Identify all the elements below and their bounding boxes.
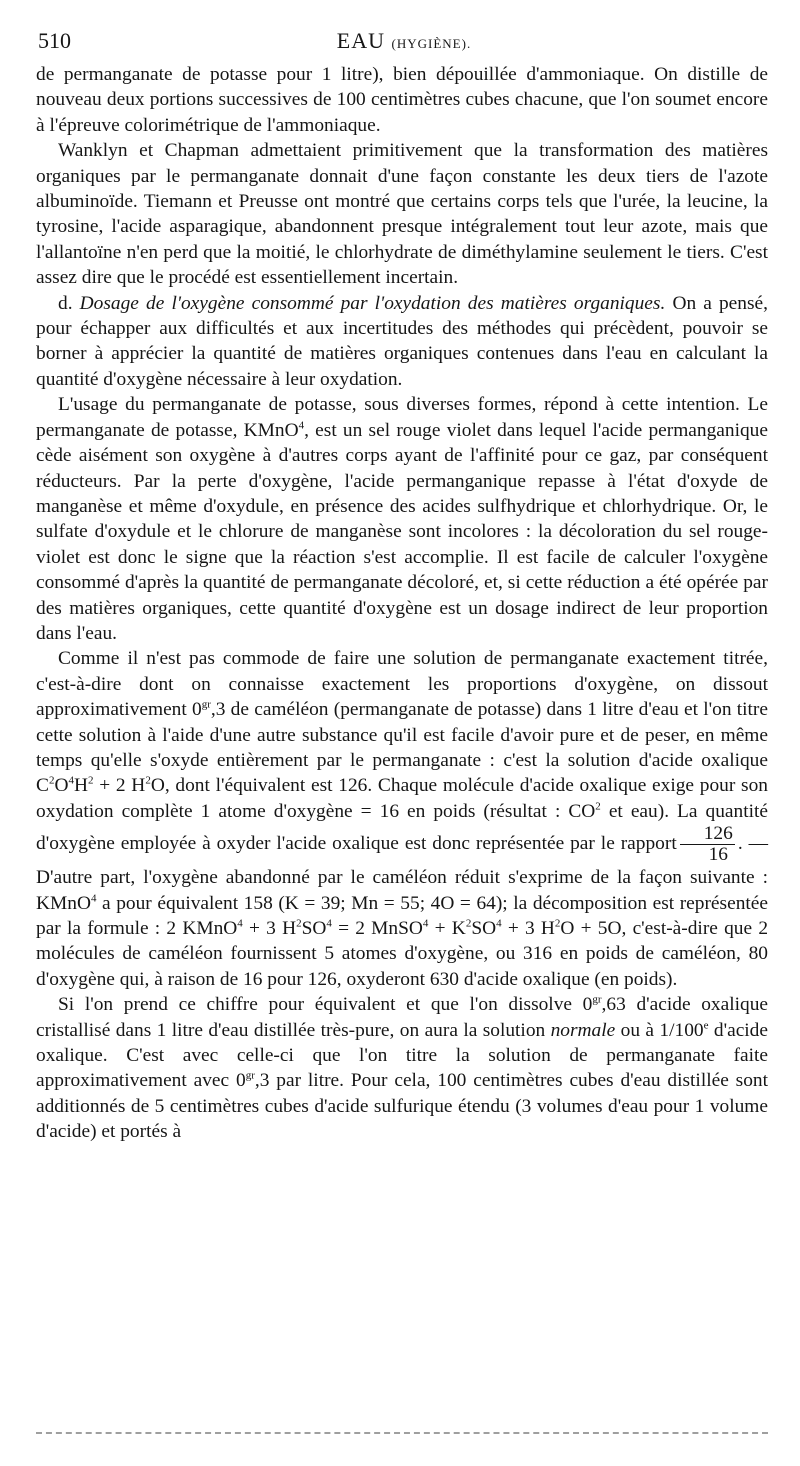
body-text: [36, 62, 768, 1145]
superscript: 4: [237, 917, 243, 930]
paragraph-1-text: de permanganate de potasse pour 1 litre), bien dépouillée d'ammoniaque. On distille de nouveau deux portions successives de 100 centimètres cubes chacune, que l'on soumet encore à l'épreuve colorimétrique de l'ammoniaque.: [36, 64, 768, 136]
text-run: Si l'on prend ce chiffre pour équivalent et que l'on dissolve 0: [58, 994, 593, 1016]
text-run: Comme il n'est pas commode de faire une solution de permanganate exactement titrée, c'est-à-dire dont on connaisse exactement les proportions d'oxygène, on dissout approximativement 0: [36, 648, 768, 721]
running-title-main: EAU: [336, 28, 386, 53]
running-title-sub: (HYGIÈNE).: [391, 36, 472, 51]
text-run: ,3 par litre. Pour cela, 100 centimètres cubes d'eau distillée sont additionnés de 5 centimètres cubes d'acide sulfurique étendu (3 volumes d'eau pour 1 volume d'acide) et portés à: [36, 1070, 768, 1143]
superscript: e: [703, 1019, 709, 1032]
superscript: gr: [592, 993, 602, 1006]
superscript: 2: [87, 774, 94, 787]
text-run: L'usage du permanganate de potasse, sous diverses formes, répond à cette intention. Le permanganate de potasse, KMnO: [36, 394, 768, 441]
text-run: + 3 H: [501, 918, 555, 939]
text-run: . — D'autre part, l'oxygène abandonné par le caméléon réduit s'exprime de la façon suivante : KMnO: [36, 833, 768, 914]
section-heading: Dosage de l'oxygène consommé par l'oxydation des matières organiques.: [79, 292, 666, 314]
superscript: gr: [201, 698, 211, 711]
text-run: + 2 H: [93, 775, 146, 797]
paragraph-2: [36, 138, 768, 290]
text-run: a pour équivalent 158 (K = 39; Mn = 55; 4O = 64); la décomposition est représentée par la formule : 2 KMnO: [36, 892, 768, 939]
paragraph-3: [36, 291, 768, 393]
text-run: O + 5O, c'est-à-dire que 2 molécules de caméléon fournissent 5 atomes d'oxygène, ou 316 en poids de caméléon, 80 d'oxygène qui, à raison de 16 pour 126, oxyderont 630 d'acide oxalique (en poids).: [36, 918, 769, 990]
superscript: 4: [496, 917, 502, 930]
paragraph-2-text: Wanklyn et Chapman admettaient primitivement que la transformation des matières organiques par le permanganate donnait d'une façon constante les deux tiers de l'azote albuminoïde. Tiemann et Preusse ont montré que certains corps tels que l'urée, la leucine, la tyrosine, l'acide asparagique, abandonnent presque intégralement tout leur azote, mais que l'allantoïne n'en perd que la moitié, le chlorhydrate de diméthylamine seulement le tiers. C'est assez dire que le procédé est essentiellement incertain.: [36, 140, 768, 289]
fraction-numerator: 126: [680, 824, 735, 845]
footer-dashed-rule: [36, 1432, 768, 1434]
superscript: 4: [90, 892, 97, 905]
running-title: [38, 28, 770, 54]
superscript: 2: [296, 917, 302, 930]
text-run: = 2 MnSO: [331, 918, 423, 939]
text-run: O: [54, 775, 69, 797]
paragraph-3-text: On a pensé, pour échapper aux difficultés et aux incertitudes des méthodes qui précèdent, pouvoir se borner à apprécier la quantité de matières organiques contenues dans l'eau en calculant la quantité d'oxygène nécessaire à leur oxydation.: [36, 292, 768, 390]
text-run: ,63 d'acide oxalique cristallisé dans 1 litre d'eau distillée très-pure, on aura la solution: [36, 994, 768, 1041]
superscript: 4: [326, 917, 332, 930]
superscript: gr: [245, 1069, 255, 1082]
superscript: 2: [595, 800, 601, 813]
paragraph-4: [36, 392, 768, 646]
italic-term: normale: [550, 1019, 616, 1041]
text-run: ,3 de caméléon (permanganate de potasse) dans 1 litre d'eau et l'on titre cette solution à l'aide d'une autre substance qu'il est facile d'avoir pure et de peser, en même temps qu'elle s'oxyde entièrement par le permanganate : c'est la solution d'acide oxalique C: [36, 699, 768, 797]
text-run: + K: [428, 918, 466, 939]
running-header: [38, 28, 770, 62]
fraction: [680, 824, 735, 865]
text-run: d'acide oxalique. C'est avec celle-ci que l'on titre la solution de permanganate faite approximativement avec 0: [36, 1019, 768, 1092]
paragraph-1: [36, 62, 768, 138]
text-run: O, dont l'équivalent est 126. Chaque molécule d'acide oxalique exige pour son oxydation complète 1 atome d'oxygène = 16 en poids (résultat : CO: [36, 775, 768, 822]
text-run: SO: [301, 918, 327, 939]
superscript: 4: [68, 774, 74, 787]
text-run: H: [73, 775, 88, 797]
paragraph-5: [36, 646, 768, 992]
superscript: 4: [422, 917, 429, 930]
text-run: SO: [471, 918, 497, 939]
paragraph-6: [36, 992, 768, 1144]
superscript: 2: [48, 774, 55, 787]
superscript: 2: [465, 917, 472, 930]
superscript: 2: [554, 917, 561, 930]
section-label: d.: [58, 292, 73, 314]
superscript: 4: [298, 419, 305, 432]
text-run: + 3 H: [242, 918, 297, 939]
text-run: et eau). La quantité d'oxygène employée à oxyder l'acide oxalique est donc représentée par le rapport: [36, 800, 768, 855]
fraction-denominator: 16: [708, 844, 728, 866]
text-run: ou à 1/100: [615, 1019, 704, 1041]
superscript: 2: [145, 774, 151, 787]
text-run: , est un sel rouge violet dans lequel l'acide permanganique cède aisément son oxygène à d'autres corps ayant de l'affinité pour ce gaz, par conséquent réducteurs. Par la perte d'oxygène, l'acide permanganique repasse à l'état d'oxyde de manganèse et même d'oxydule, en présence des acides sulfhydrique et chlorhydrique. Or, le sulfate d'oxydule et le chlorure de manganèse sont incolores : la décoloration du sel rouge-violet est donc le signe que la réaction s'est accomplie. Il est facile de calculer l'oxygène consommé d'après la quantité de permanganate décoloré, et, si cette réduction a été opérée par des matières organiques, cette quantité d'oxygène est un dosage indirect de leur proportion dans l'eau.: [36, 419, 768, 644]
page-number: 510: [38, 28, 71, 53]
